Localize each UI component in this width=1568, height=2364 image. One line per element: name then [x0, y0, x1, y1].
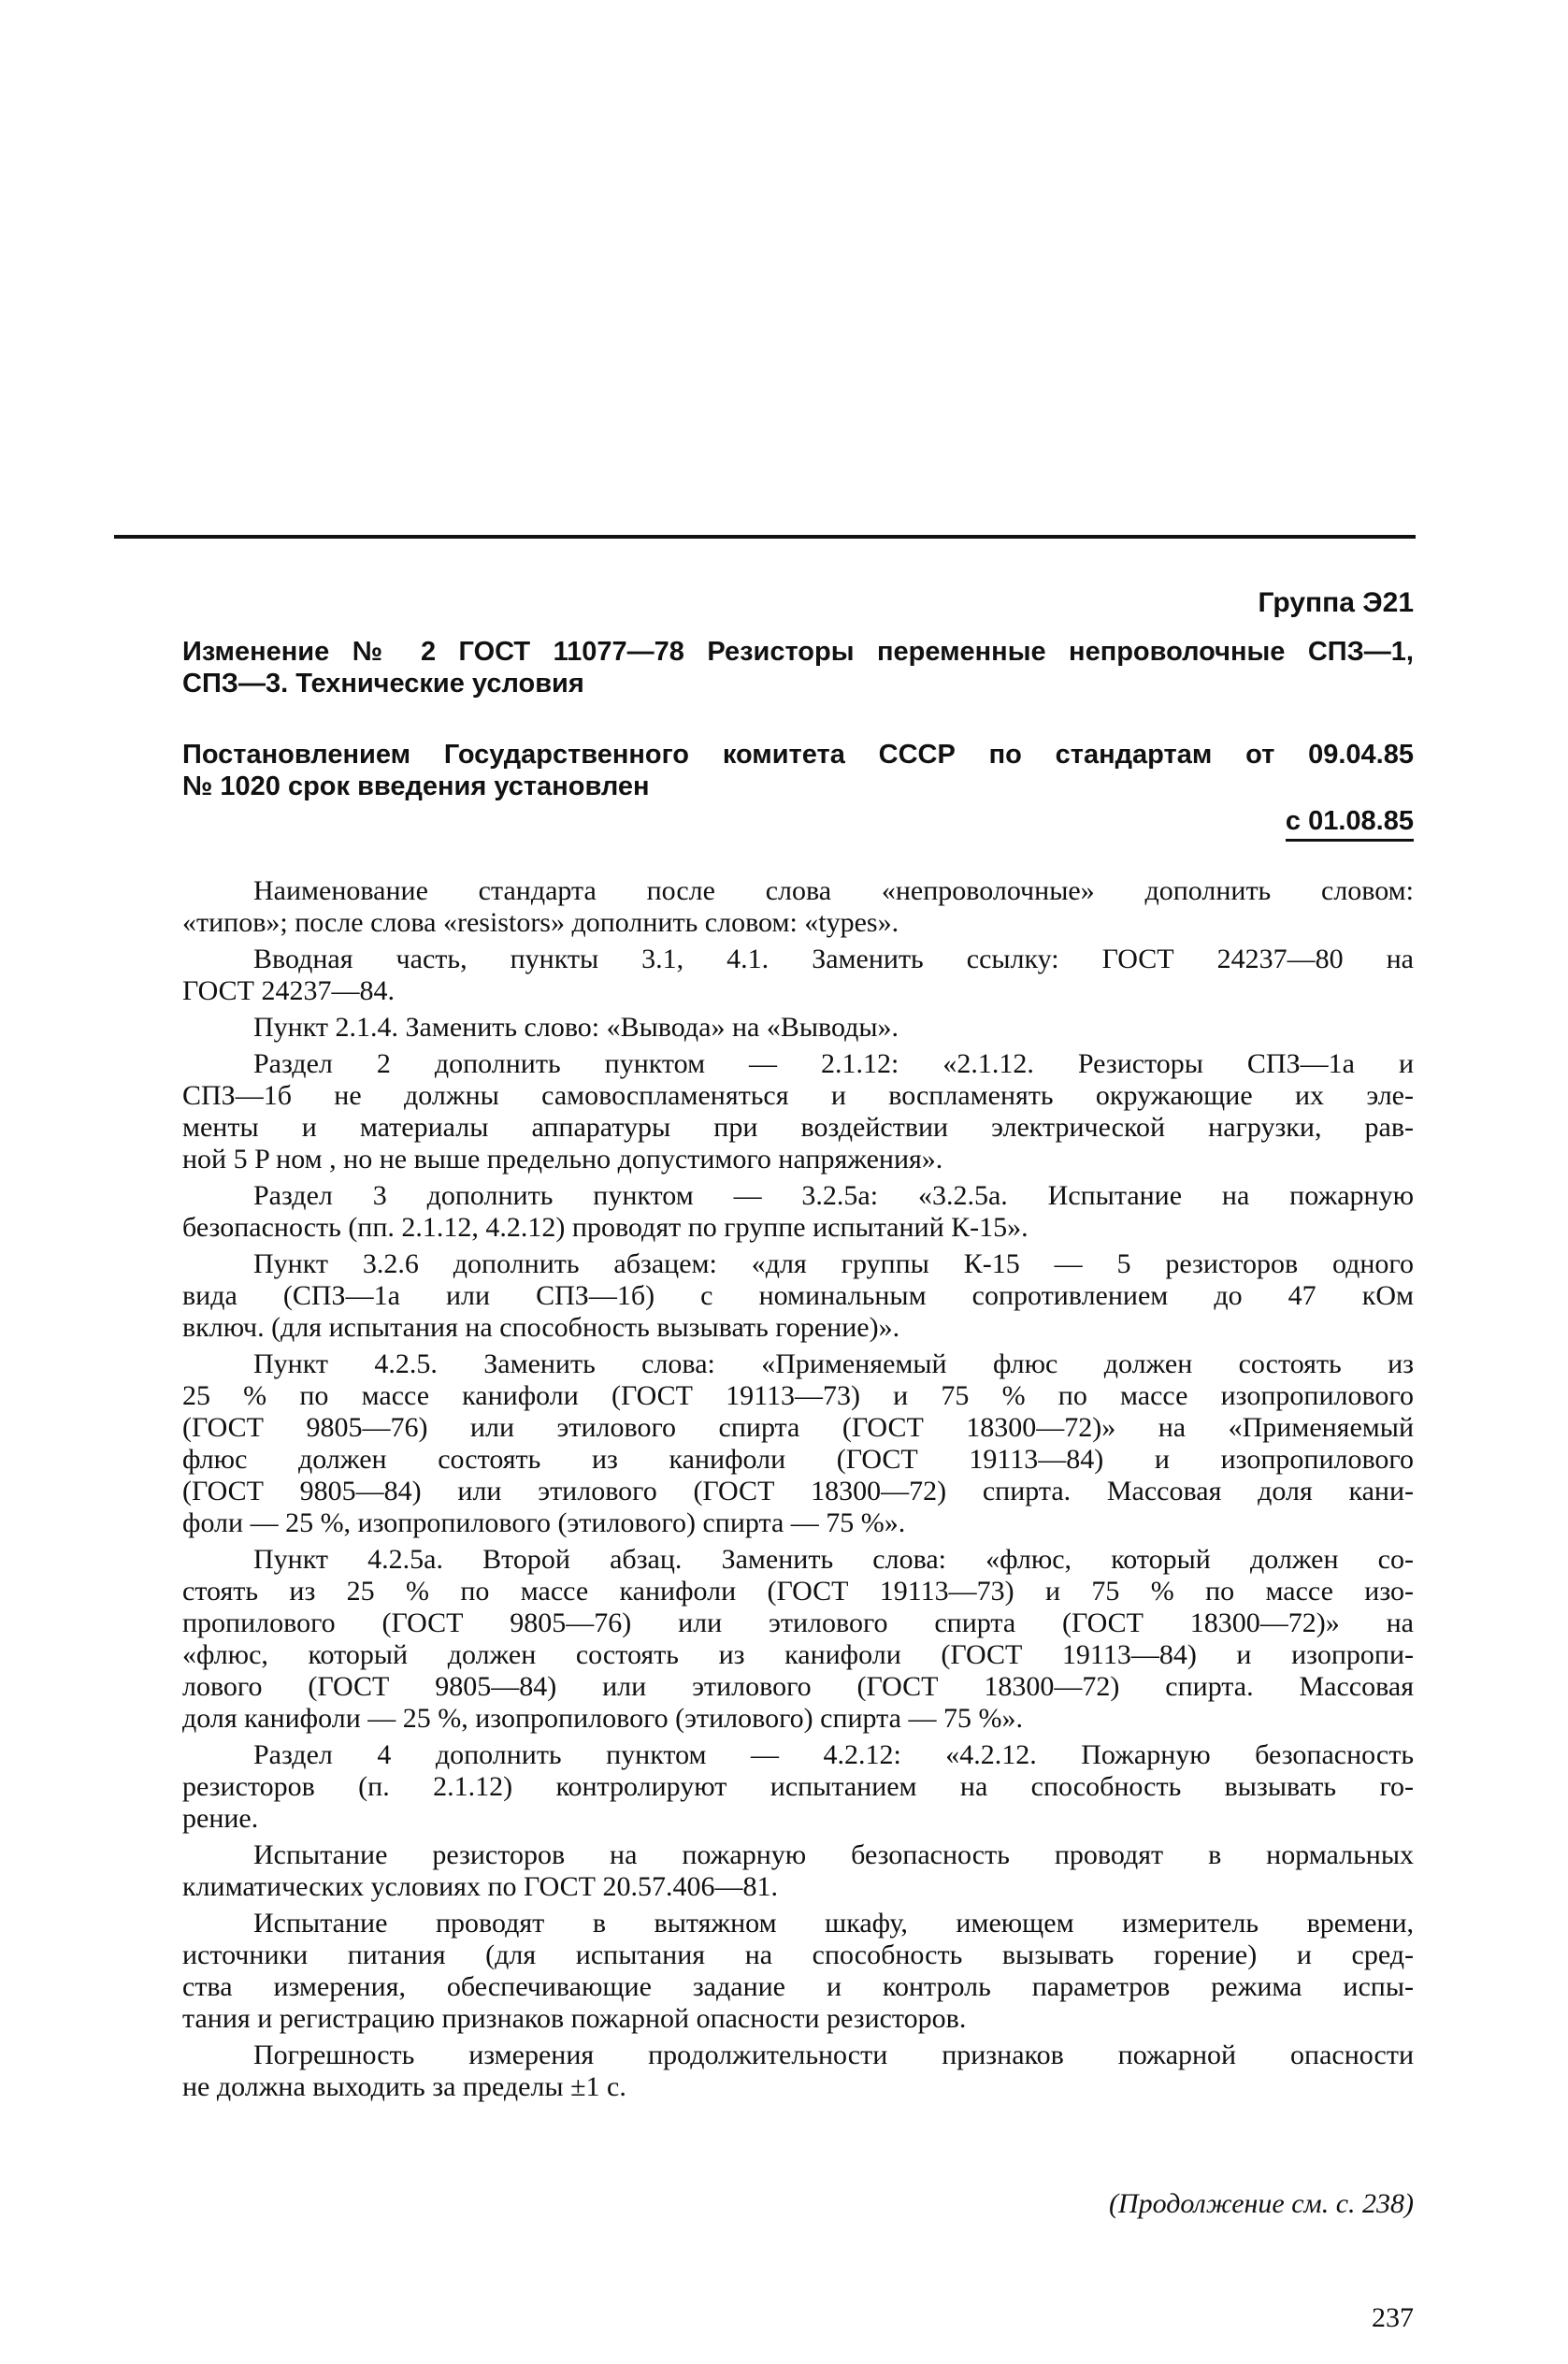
effective-date: с 01.08.85: [1286, 806, 1414, 842]
text-line: резисторов (п. 2.1.12) контролируют испытанием на способность вызывать го-: [182, 1771, 1414, 1802]
text-line: Погрешность измерения продолжительности признаков пожарной опасности: [253, 2040, 1414, 2070]
text-line: Раздел 2 дополнить пунктом — 2.1.12: «2.1.12. Резисторы СПЗ—1а и: [253, 1048, 1414, 1079]
paragraph: [182, 1544, 1414, 1735]
paragraph: [182, 875, 1414, 939]
paragraph: [182, 2040, 1414, 2103]
text-line: флюс должен состоять из канифоли (ГОСТ 19113—84) и изопропилового: [182, 1444, 1414, 1475]
title-line: Изменение № 2 ГОСТ 11077—78 Резисторы переменные непроволочные СПЗ—1,: [182, 637, 1414, 667]
text-line: ГОСТ 24237—84.: [182, 975, 395, 1006]
page-number: 237: [1372, 2302, 1414, 2333]
amendment-title: [182, 636, 1414, 699]
text-line: рение.: [182, 1803, 259, 1834]
text-line: Вводная часть, пункты 3.1, 4.1. Заменить ссылку: ГОСТ 24237—80 на: [253, 944, 1414, 974]
group-code: Группа Э21: [1258, 587, 1414, 618]
text-line: Пункт 4.2.5а. Второй абзац. Заменить слова: «флюс, который должен со-: [253, 1544, 1414, 1575]
text-line: источники питания (для испытания на способность вызывать горение) и сред-: [182, 1939, 1414, 1970]
text-line: стоять из 25 % по массе канифоли (ГОСТ 19113—73) и 75 % по массе изо-: [182, 1576, 1414, 1607]
paragraph: [182, 1348, 1414, 1539]
text-line: (ГОСТ 9805—84) или этилового (ГОСТ 18300—72) спирта. Массовая доля кани-: [182, 1476, 1414, 1506]
paragraph: [182, 1839, 1414, 1903]
paragraph: [182, 1180, 1414, 1244]
decree-line: № 1020 срок введения установлен: [182, 771, 650, 801]
text-line: Раздел 4 дополнить пунктом — 4.2.12: «4.2.12. Пожарную безопасность: [253, 1739, 1414, 1770]
text-line: доля канифоли — 25 %, изопропилового (этилового) спирта — 75 %».: [182, 1703, 1023, 1734]
text-line: ной 5 P ном , но не выше предельно допустимого напряжения».: [182, 1144, 943, 1175]
text-line: Наименование стандарта после слова «непроволочные» дополнить словом:: [253, 875, 1414, 906]
text-line: ства измерения, обеспечивающие задание и контроль параметров режима испы-: [182, 1971, 1414, 2002]
document-body: [182, 875, 1414, 2103]
top-rule: [114, 535, 1416, 539]
decree-line: Постановлением Государственного комитета СССР по стандартам от 09.04.85: [182, 740, 1414, 770]
paragraph: [182, 1248, 1414, 1344]
text-line: Раздел 3 дополнить пунктом — 3.2.5а: «3.2.5а. Испытание на пожарную: [253, 1180, 1414, 1211]
text-line: вида (СПЗ—1а или СПЗ—1б) с номинальным сопротивлением до 47 кОм: [182, 1280, 1414, 1311]
text-line: пропилового (ГОСТ 9805—76) или этилового спирта (ГОСТ 18300—72)» на: [182, 1607, 1414, 1638]
text-line: лового (ГОСТ 9805—84) или этилового (ГОСТ 18300—72) спирта. Массовая: [182, 1671, 1414, 1702]
text-line: «флюс, который должен состоять из канифоли (ГОСТ 19113—84) и изопропи-: [182, 1639, 1414, 1670]
paragraph: [182, 1012, 1414, 1044]
text-line: «типов»; после слова «resistors» дополнить словом: «types».: [182, 907, 899, 938]
paragraph: [182, 1048, 1414, 1175]
text-line: безопасность (пп. 2.1.12, 4.2.12) проводят по группе испытаний К-15».: [182, 1212, 1029, 1243]
text-line: Испытание проводят в вытяжном шкафу, имеющем измеритель времени,: [253, 1908, 1414, 1939]
text-line: СПЗ—1б не должны самовоспламеняться и воспламенять окружающие их эле-: [182, 1080, 1414, 1111]
continuation-note: (Продолжение см. с. 238): [1108, 2188, 1414, 2219]
paragraph: [182, 1908, 1414, 2035]
text-line: фоли — 25 %, изопропилового (этилового) спирта — 75 %».: [182, 1507, 906, 1538]
text-line: климатических условиях по ГОСТ 20.57.406—81.: [182, 1871, 779, 1902]
title-line: СПЗ—3. Технические условия: [182, 669, 584, 699]
text-line: Пункт 4.2.5. Заменить слова: «Применяемый флюс должен состоять из: [253, 1348, 1414, 1379]
text-line: включ. (для испытания на способность вызывать горение)».: [182, 1312, 900, 1343]
text-line: менты и материалы аппаратуры при воздействии электрической нагрузки, рав-: [182, 1112, 1414, 1143]
text-line: Пункт 2.1.4. Заменить слово: «Вывода» на «Выводы».: [253, 1012, 899, 1043]
text-line: тания и регистрацию признаков пожарной опасности резисторов.: [182, 2003, 967, 2034]
text-line: Испытание резисторов на пожарную безопасность проводят в нормальных: [253, 1839, 1414, 1870]
text-line: не должна выходить за пределы ±1 с.: [182, 2071, 626, 2102]
text-line: (ГОСТ 9805—76) или этилового спирта (ГОСТ 18300—72)» на «Применяемый: [182, 1412, 1414, 1443]
paragraph: [182, 1739, 1414, 1835]
decree-text: [182, 739, 1414, 802]
text-line: 25 % по массе канифоли (ГОСТ 19113—73) и 75 % по массе изопропилового: [182, 1380, 1414, 1411]
paragraph: [182, 944, 1414, 1007]
text-line: Пункт 3.2.6 дополнить абзацем: «для группы К-15 — 5 резисторов одного: [253, 1248, 1414, 1279]
